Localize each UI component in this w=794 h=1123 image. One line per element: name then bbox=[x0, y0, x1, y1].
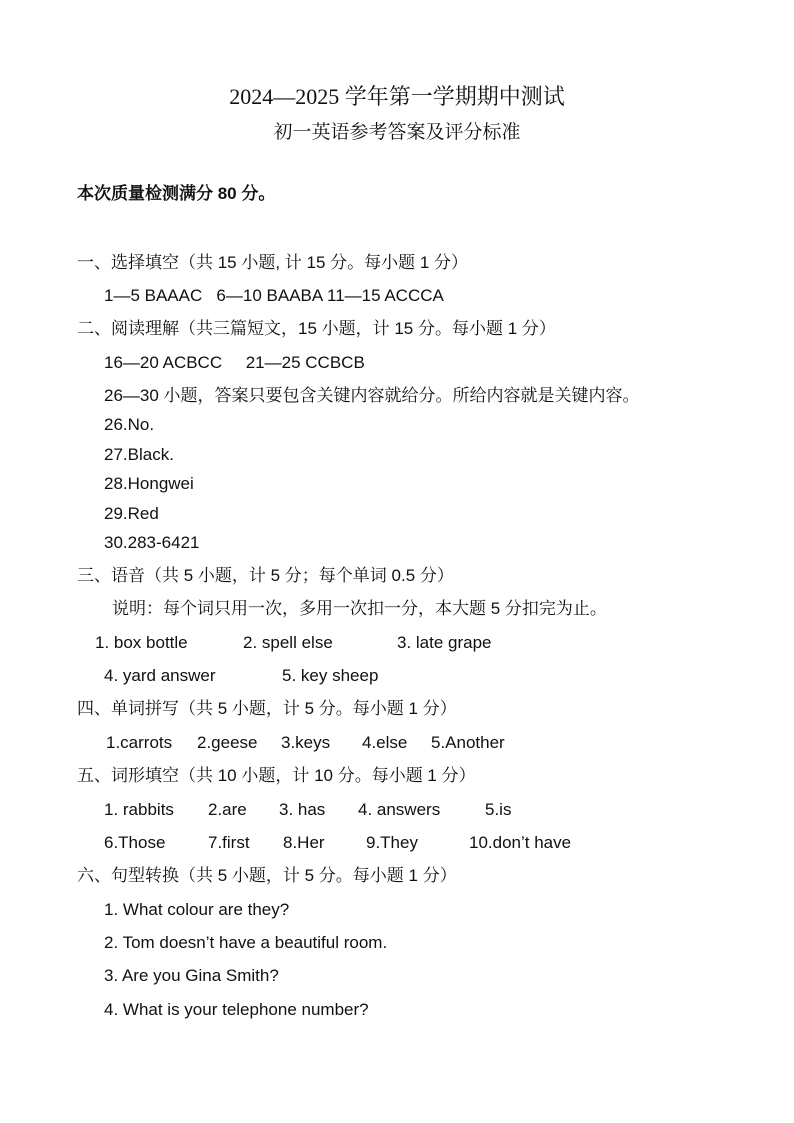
section-4-item: 2.geese bbox=[197, 733, 258, 752]
section-5-item: 3. has bbox=[279, 800, 326, 819]
section-6-item: 1. What colour are they? bbox=[104, 900, 290, 919]
section-4-row bbox=[0, 732, 794, 754]
section-6-item: 4. What is your telephone number? bbox=[104, 1000, 369, 1019]
section-3-row-1 bbox=[0, 632, 794, 654]
section-2-item: 29.Red bbox=[104, 504, 159, 523]
section-2-heading: 二、阅读理解（共三篇短文，15 小题，计 15 分。每小题 1 分） bbox=[77, 319, 556, 338]
section-5-item: 5.is bbox=[485, 800, 512, 819]
section-2-item: 30.283-6421 bbox=[104, 533, 200, 552]
section-2-item: 28.Hongwei bbox=[104, 474, 194, 493]
section-3-note: 说明：每个词只用一次，多用一次扣一分，本大题 5 分扣完为止。 bbox=[112, 599, 607, 618]
section-1-answers: 1—5 BAAAC 6—10 BAABA 11—15 ACCCA bbox=[104, 286, 444, 305]
section-5-heading: 五、词形填空（共 10 小题，计 10 分。每小题 1 分） bbox=[77, 766, 476, 785]
section-3-item: 5. key sheep bbox=[282, 666, 379, 685]
section-5-row-2 bbox=[0, 832, 794, 854]
section-3-item: 2. spell else bbox=[243, 633, 333, 652]
section-6-item: 2. Tom doesn’t have a beautiful room. bbox=[104, 933, 388, 952]
section-2-item: 27.Black. bbox=[104, 445, 174, 464]
section-6-heading: 六、句型转换（共 5 小题，计 5 分。每小题 1 分） bbox=[77, 866, 457, 885]
section-4-item: 3.keys bbox=[281, 733, 331, 752]
section-3-row-2 bbox=[0, 665, 794, 687]
section-5-item: 2.are bbox=[208, 800, 247, 819]
section-5-item: 8.Her bbox=[283, 833, 325, 852]
section-3-item: 1. box bottle bbox=[95, 633, 188, 652]
section-3-heading: 三、语音（共 5 小题，计 5 分；每个单词 0.5 分） bbox=[77, 566, 454, 585]
section-5-item: 10.don’t have bbox=[469, 833, 572, 852]
section-2-note: 26—30 小题，答案只要包含关键内容就给分。所给内容就是关键内容。 bbox=[104, 386, 640, 405]
page-subtitle: 初一英语参考答案及评分标准 bbox=[273, 122, 521, 143]
section-2-item: 26.No. bbox=[104, 415, 155, 434]
section-5-item: 4. answers bbox=[358, 800, 441, 819]
section-5-item: 1. rabbits bbox=[104, 800, 174, 819]
section-3-item: 4. yard answer bbox=[104, 666, 216, 685]
section-4-item: 4.else bbox=[362, 733, 408, 752]
section-2-answers: 16—20 ACBCC 21—25 CCBCB bbox=[104, 353, 365, 372]
section-5-item: 7.first bbox=[208, 833, 250, 852]
section-5-row-1 bbox=[0, 799, 794, 821]
page-title: 2024—2025 学年第一学期期中测试 bbox=[229, 84, 565, 109]
intro-text: 本次质量检测满分 80 分。 bbox=[77, 184, 276, 203]
section-4-item: 1.carrots bbox=[106, 733, 173, 752]
section-6-item: 3. Are you Gina Smith? bbox=[104, 966, 279, 985]
section-5-item: 9.They bbox=[366, 833, 418, 852]
section-1-heading: 一、选择填空（共 15 小题, 计 15 分。每小题 1 分） bbox=[77, 253, 469, 272]
section-3-item: 3. late grape bbox=[397, 633, 492, 652]
section-4-heading: 四、单词拼写（共 5 小题，计 5 分。每小题 1 分） bbox=[77, 699, 457, 718]
section-5-item: 6.Those bbox=[104, 833, 166, 852]
section-4-item: 5.Another bbox=[431, 733, 505, 752]
